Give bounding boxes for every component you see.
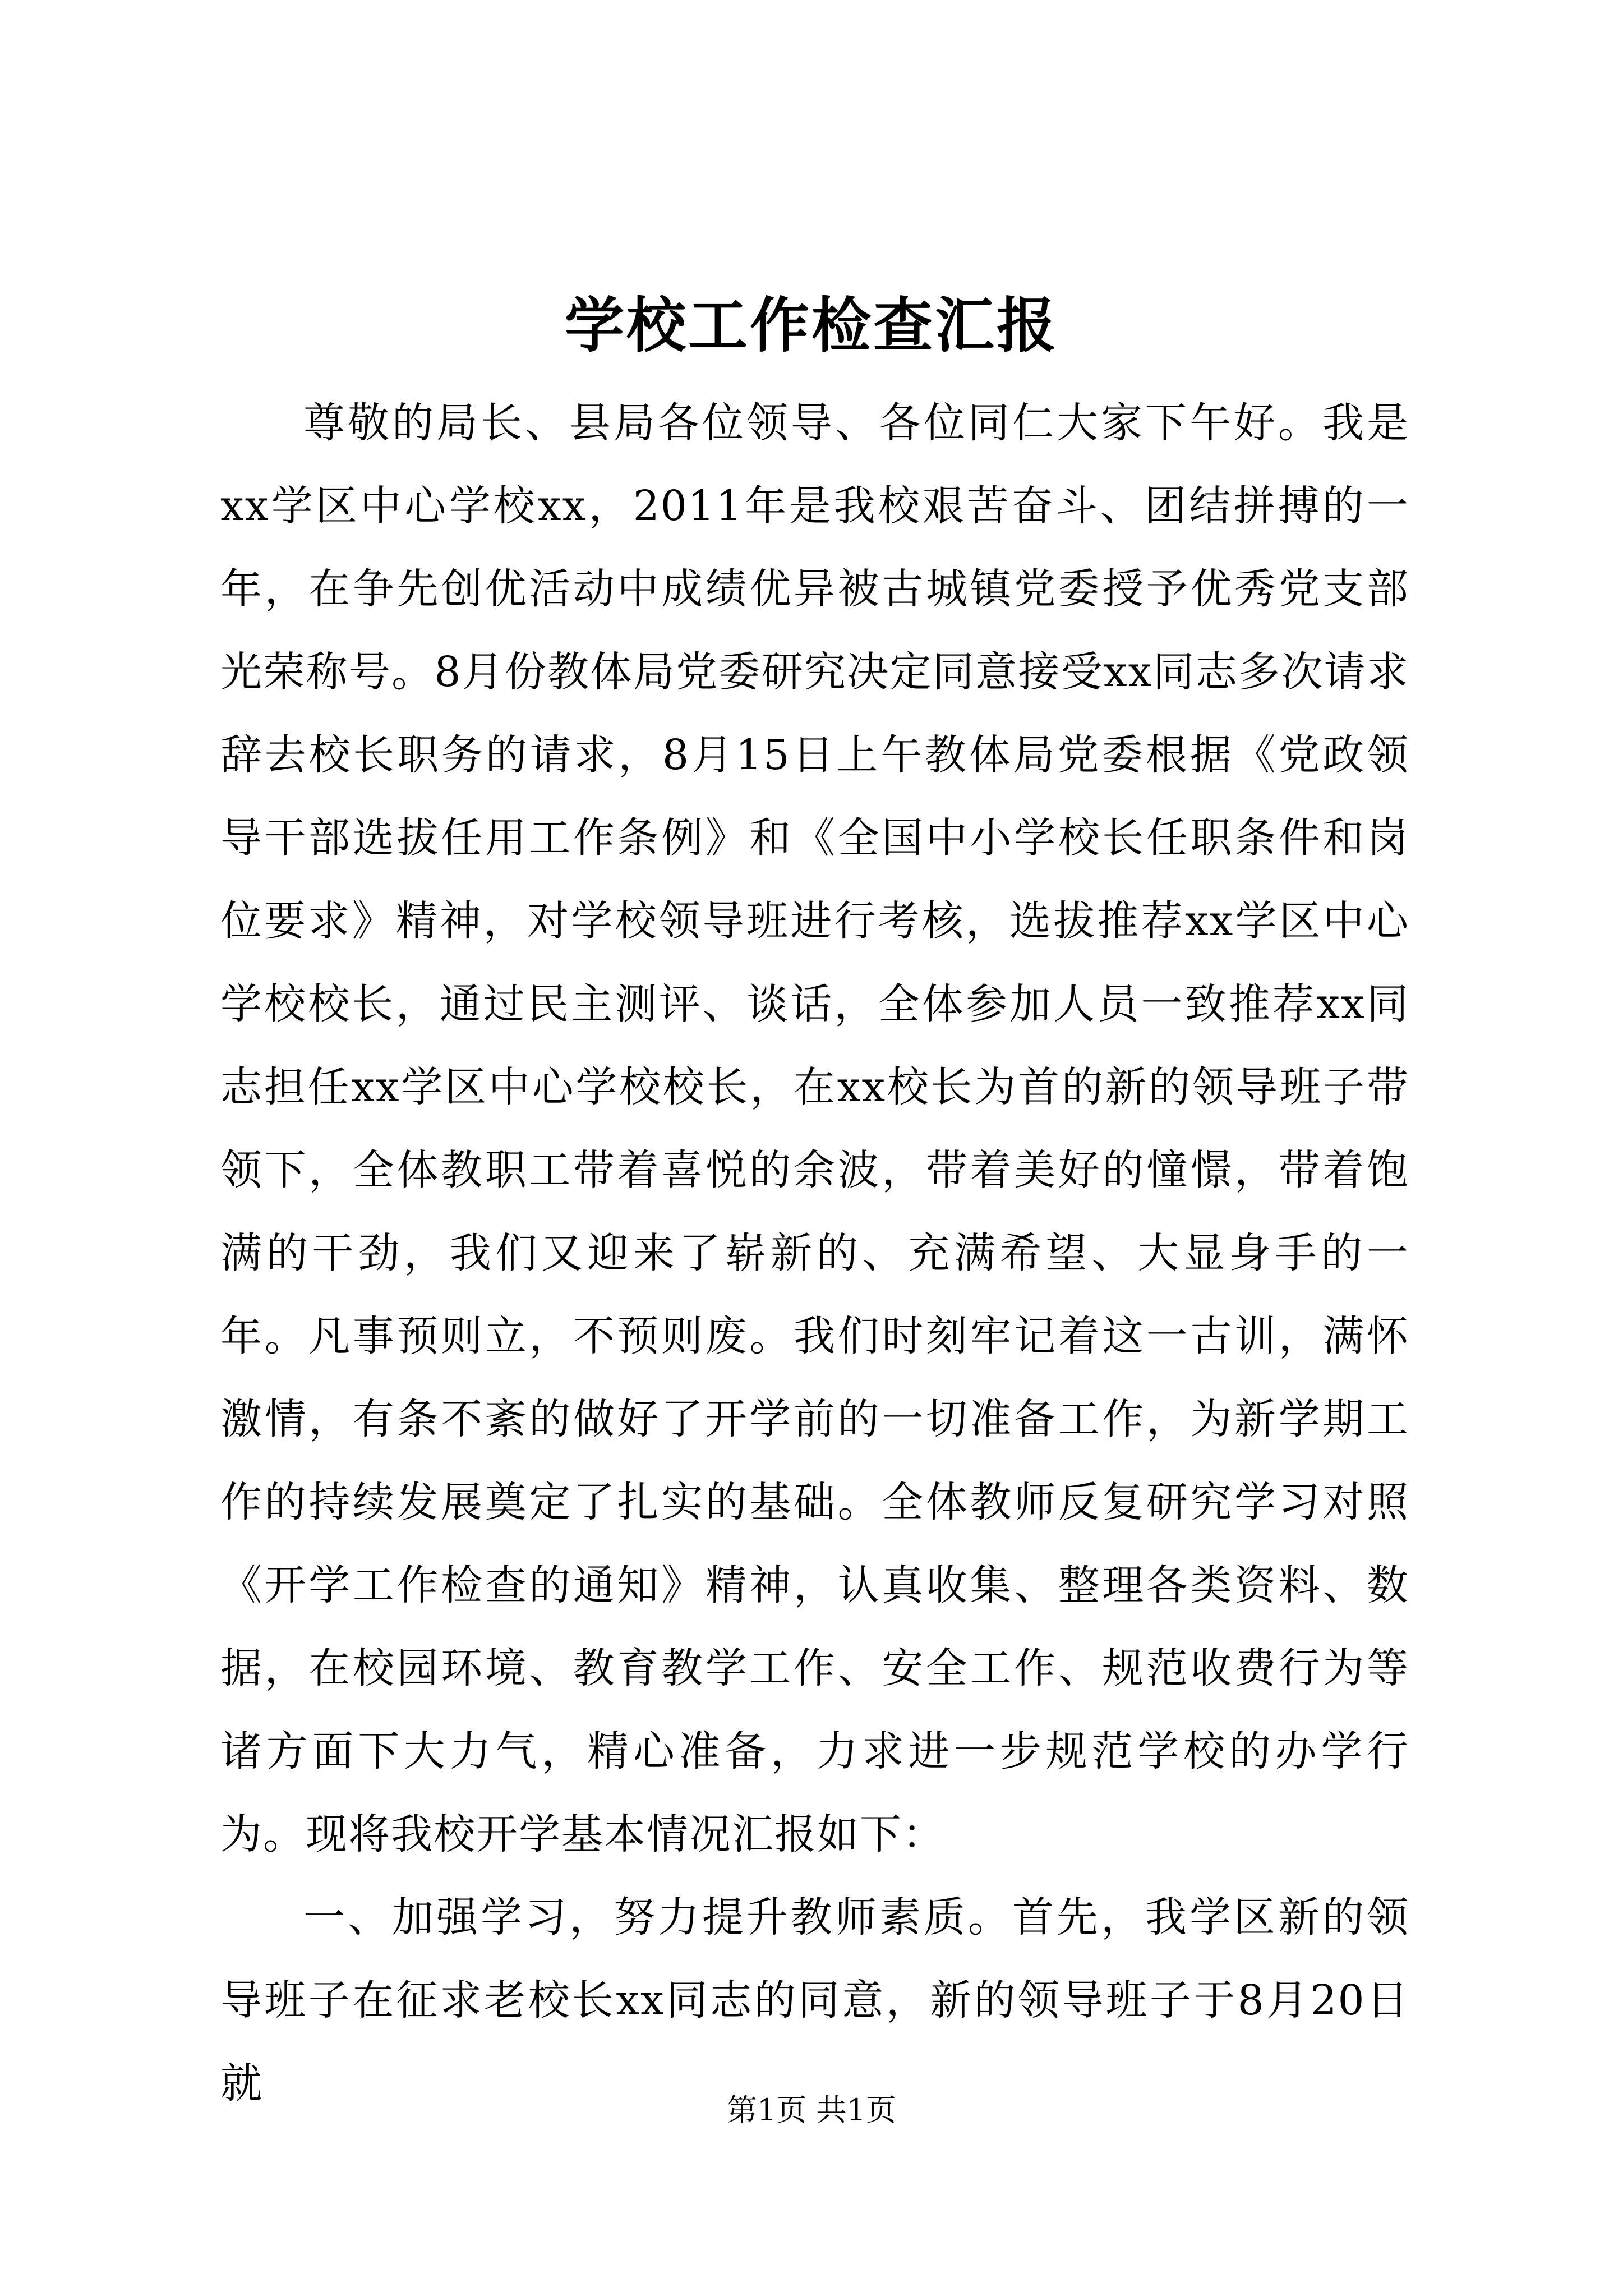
page-footer: 第1页 共1页	[727, 2092, 896, 2128]
paragraph-section-one: 一、加强学习，努力提升教师素质。首先，我学区新的领导班子在征求老校长xx同志的同意，新的领导班子于8月20日就	[220, 1893, 1409, 2108]
paragraph-intro: 尊敬的局长、县局各位领导、各位同仁大家下午好。我是xx学区中心学校xx，2011年是我校艰苦奋斗、团结拼搏的一年，在争先创优活动中成绩优异被古城镇党委授予优秀党支部光荣称号。8月份教体局党委研究决定同意接受xx同志多次请求辞去校长职务的请求，8月15日上午教体局党委根据《党政领导干部选拔任用工作条例》和《全国中小学校长任职条件和岗位要求》精神，对学校领导班进行考核，选拔推荐xx学区中心学校校长，通过民主测评、谈话，全体参加人员一致推荐xx同志担任xx学区中心学校校长，在xx校长为首的新的领导班子带领下，全体教职工带着喜悦的余波，带着美好的憧憬，带着饱满的干劲，我们又迎来了崭新的、充满希望、大显身手的一年。凡事预则立，不预则废。我们时刻牢记着这一古训，满怀激情，有条不紊的做好了开学前的一切准备工作，为新学期工作的持续发展奠定了扎实的基础。全体教师反复研究学习对照《开学工作检查的通知》精神，认真收集、整理各类资料、数据，在校园环境、教育教学工作、安全工作、规范收费行为等诸方面下大力气，精心准备，力求进一步规范学校的办学行为。现将我校开学基本情况汇报如下：	[220, 399, 1409, 1858]
document-body	[220, 381, 1409, 2125]
document-title: 学校工作检查汇报	[565, 290, 1058, 360]
